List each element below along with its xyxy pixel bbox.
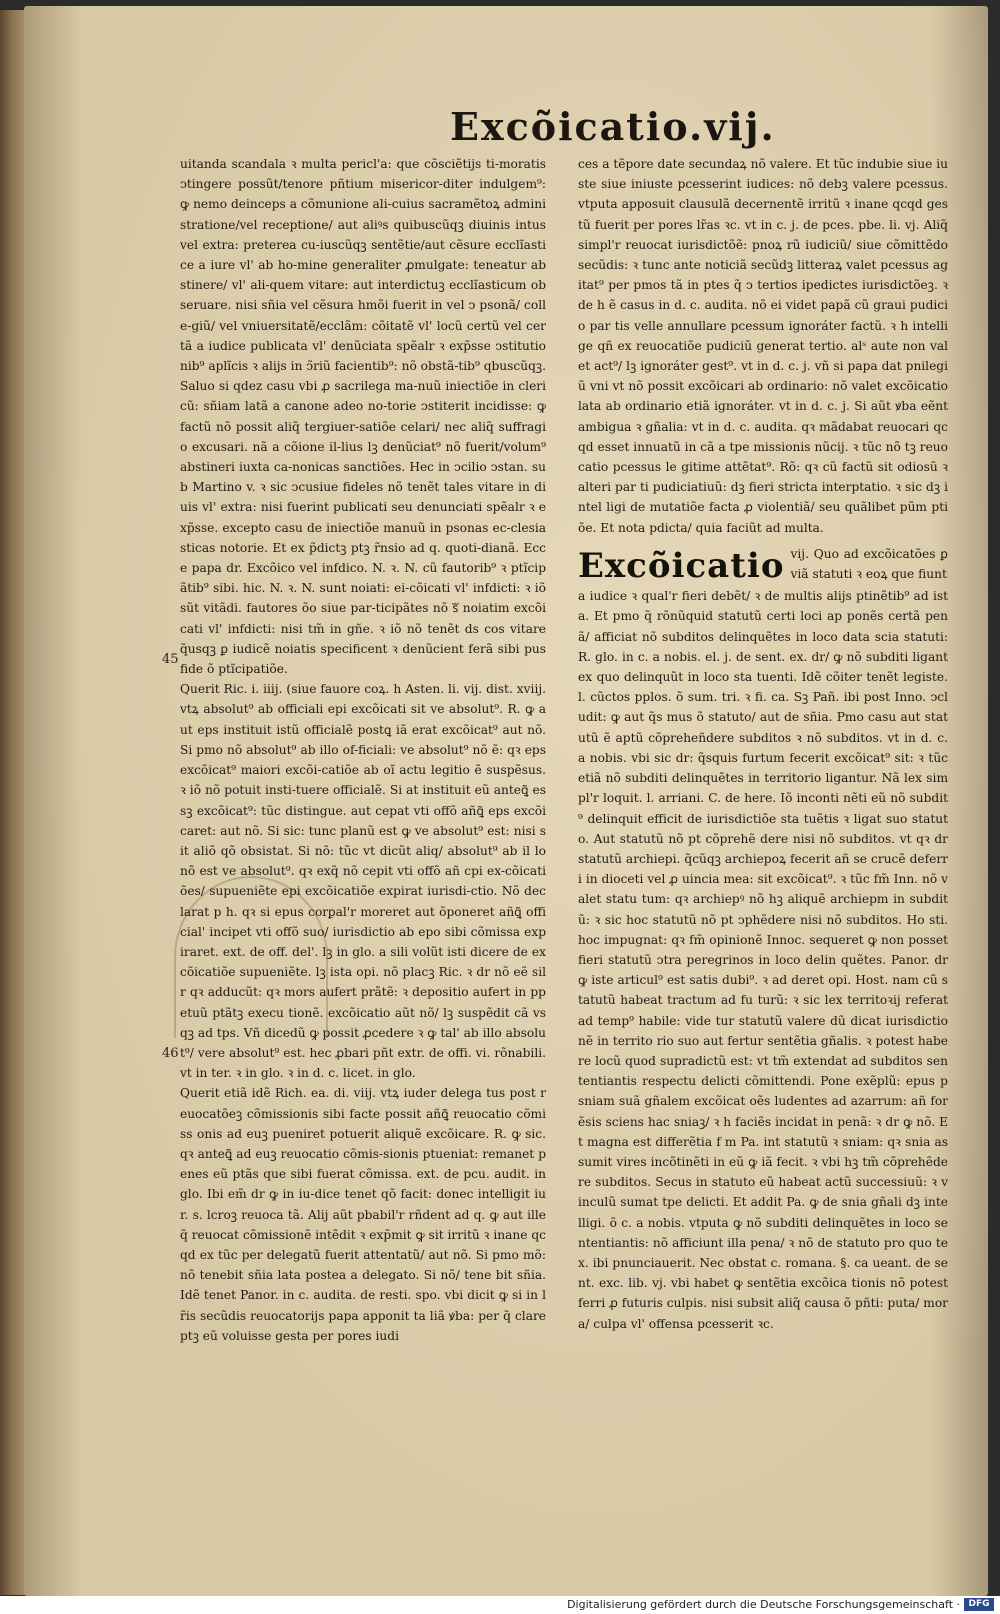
rubric-word: Excõicatio: [578, 546, 785, 587]
margin-number-46: 46: [162, 1046, 179, 1061]
right-paragraph-2: a iudice ꝛ qual'r fieri debẽt/ ꝛ de multis alijs ptinẽtib⁹ ad ista. Et pmo q̃ rõnũquid statutũ certi loci ap ponẽs certã penã/ afficiat nõ subditos delinquẽtes in loco data scia statuti: R. glo. in c. a nobis. el. j. de sent. ex. dr/ ꝙ nõ subditi ligant ex quo delinquũt in loco sta tuenti. Idẽ cõiter tenẽt legiste. l. cũctos pplos. õ sum. tri. ꝛ fi. ca. Sꝫ Pañ. ibi post Inno. ↄcludit: ꝙ aut q̃s mus õ statuto/ aut de sñia. Pmo casu aut statutũ ẽ aptũ cõpreheñdere subditos ꝛ nõ subditos. vt in d. c. a nobis. vbi sic dr: q̃squis furtum fecerit excõicat⁹ sit: ꝛ tũc etiã nõ subditi delinquẽtes in territorio ligantur. Nã lex simpl'r loquit. l. arriani. C. de here. Iõ inconti nẽti eũ nõ subdit⁹ delinquit efficit de iurisdictiõe sta tuẽtis ꝛ ligat suo statuto. Aut statutũ nõ pt cõprehẽ dere nisi nõ subditos. vt qꝛ dr statutũ archiepi. q̃cũqꝫ archiepoꝝ fecerit añ se crucẽ deferri in dioceti vel ꝓ uincia mea: sit excõicat⁹. ꝛ tũc fm̃ Inn. nõ valet statu tum: qꝛ archiepꝰ nõ hꝫ aliquẽ archiepm in subditũ: ꝛ sic hoc statutũ nõ pt ↄphẽdere nisi nõ subditos. Ho sti. hoc impugnat: qꝛ fm̃ opinionẽ Innoc. sequeret ꝙ non posset fieri statutũ ↄtra peregrinos in loco delin quẽtes. Panor. dr ꝙ iste articul⁹ est satis dubi⁹. ꝛ ad deret opi. Host. nam cũ statutũ habeat tractum ad fu turũ: ꝛ sic lex territoꝛij referat ad temp⁹ habile: vide tur statutũ valere dũ dicat iurisdictionẽ in territo rio suo aut fertur sentẽtia gñalis. ꝛ potest habere locũ quod supradictũ est: vt tm̃ extendat ad subditos sen tentiantis respectu delicti cõmittendi. Pone exẽplũ: epus p sniam suã gñalem excõicat oẽs ludentes ad azarrum: añ forẽsis sciens hac sniaꝫ/ ꝛ h faciẽs incidat in penã: ꝛ dr ꝙ nõ. Et magna est differẽtia f m Pa. int statutũ ꝛ sniam: qꝛ snia assumit vires incõtinẽti in eũ ꝙ iã fecit. ꝛ vbi hꝫ tm̃ cõprehẽdere subditos. Secus in statuto eũ habeat actũ successiuũ: ꝛ vinculũ sumat tpe delicti. Et addit Pa. ꝙ de snia gñali dꝫ intelligi. õ c. a nobis. vtputa ꝙ nõ subditi delinquẽtes in loco sententiantis: nõ afficiunt illa pena/ ꝛ nõ de statuto pro quo tex. ibi pnunciauerit. Nec obstat c. romana. §. ca ueant. de sent. exc. lib. vj. vbi habet ꝙ sentẽtia excõica tionis nõ potest ferri ꝓ futuris culpis. nisi subsit aliq̃ causa õ pñti: puta/ mora/ culpa vl' offensa pcesserit ꝛc.: [578, 589, 948, 1331]
left-paragraph-1: uitanda scandala ꝛ multa pericl'a: que cõsciẽtijs ti-moratis ↄtingere possũt/tenore pñtium misericor-diter indulgem⁹: ꝙ nemo deinceps a cõmunione ali-cuius sacramẽtoꝝ administratione/vel receptione/ aut aliꝰs quibuscũqꝫ diuinis intus vel extra: preterea cu-iuscũqꝫ sentẽtie/aut cẽsure ecclĩastice a iure vl' ab ho-mine generaliter ꝓmulgate: teneatur abstinere/ vl' ali-quem vitare: aut interdictuꝫ ecclĩasticum obseruare. nisi sñia vel cẽsura hmõi fuerit in vel ↄ psonã/ colle-giũ/ vel vniuersitatẽ/ecclãm: cõitatẽ vl' locũ certũ vel certã a iudice publicata vl' denũciata spẽalr ꝛ exp̃sse ↄstitutionib⁹ aplĩcis ꝛ alijs in ↄ̃riũ facientib⁹: nõ obstã-tib⁹ qbuscũqꝫ. Saluo si qdez casu vbi ꝓ sacrilega ma-nuũ iniectiõe in clericũ: sñiam latã a canone adeo no-torie ↄstiterit incidisse: ꝙ factũ nõ possit aliq̃ tergiuer-satiõe celari/ nec aliq̃ suffragio excusari. nã a cõione il-lius lꝫ denũciat⁹ nõ fuerit/volum⁹ abstineri iuxta ca-nonicas sanctiões. Hec in ↄcilio ↄstan. sub Martino v. ꝛ sic ↄcusiue fideles nõ tenẽt tales vitare in diuis vl' extra: nisi fuerint publicati seu denunciati spẽalr ꝛ exp̃sse. excepto casu de iniectiõe manuũ in psonas ec-clesiasticas notorie. Et ex p̃dictꝫ ptꝫ r̃nsio ad q. quoti-dianã. Ecce papa dr. Excõico vel infdico. N. ꝛ. N. cũ fautorib⁹ ꝛ ptĩcipãtib⁹ sibi. hic. N. ꝛ. N. sunt noiati: ei-cõicati vl' infdicti: ꝛ iõ sũt vitãdi. fautores õo siue par-ticipãtes nõ sᷓ noiatim excõicati vl' infdicti: nisi tm̃ in gñe. ꝛ iõ nõ tenẽt ds cos vitare q̃usqꝫ ꝑ iudicẽ noiatis specificent ꝛ denũcient ferã sibi pus fide õ ptĩcipatiõe.: [180, 157, 546, 677]
section-rubric: [578, 544, 948, 587]
rubric-rest: vij. Quo ad excõicatões ꝑ viã statuti ꝛ eoꝝ que fiunt: [790, 546, 948, 582]
left-column: [180, 154, 546, 1594]
left-paragraph-3: Querit etiã idẽ Rich. ea. di. viij. vtꝝ iuder delega tus post reuocatõeꝫ cõmissionis sibi facte possit añꝗ̃ reuocatio cõmiss onis ad euꝫ pueniret potuerit aliquẽ excõicare. R. ꝙ sic. qꝛ anteꝗ̃ ad euꝫ reuocatio cõmis-sionis ptueniat: remanet penes eũ ptãs que sibi fuerat cõmissa. ext. de pcu. audit. in glo. Ibi em̃ dr ꝙ in iu-dice tenet qõ facit: donec intelligit iur. s. lcroꝫ reuoca tã. Alij aũt pbabil'r rñdent ad q. ꝙ aut ille q̃ reuocat cõmissionẽ intẽdit ꝛ exp̃mit ꝙ sit irritũ ꝛ inane qcqd ex tũc per delegatũ fuerit attentatũ/ aut nõ. Si pmo mõ: nõ tenebit sñia lata postea a delegato. Si nõ/ tene bit sñia. Idẽ tenet Panor. in c. audita. de resti. spo. vbi dicit ꝙ si in lr̃is secũdis reuocatorijs papa apponit ta liã ꝟba: per q̃ clare ptꝫ eũ voluisse gesta per pores iudi: [180, 1086, 546, 1343]
dfg-logo: DFG: [964, 1598, 994, 1611]
right-column: [578, 154, 948, 1594]
margin-number-45: 45: [162, 652, 179, 667]
page-heading: Excõicatio.vij.: [450, 104, 776, 149]
footer-credit: Digitalisierung gefördert durch die Deutsche Forschungsgemeinschaft ·: [567, 1598, 960, 1611]
right-paragraph-1: ces a tẽpore date secundaꝝ nõ valere. Et tũc indubie siue iuste siue iniuste pcesserint iudices: nõ debꝫ valere pcessus. vtputa apposuit clausulã decernentẽ irritũ ꝛ inane qcqd gestũ fuerit per pores lr̃as ꝛc. vt in c. j. de pces. pbe. li. vj. Aliq̃ simpl'r reuocat iurisdictõẽ: pnoꝝ rũ iudiciũ/ siue cõmittẽdo secũdis: ꝛ tunc ante noticiã secũdꝫ litteraꝝ valet pcessus agitat⁹ per pmos tã in ptes q̃ ↄ tertios ipedictes iurisdictõeꝫ. ꝛ de h ẽ casus in d. c. audita. nõ ei videt papã cũ graui pudicio par tis velle annullare pcessum ignoráter factũ. ꝛ h intellige qñ ex reuocatiõe pudiciũ generat tertio. alˢ aute non valet act⁹/ lꝫ ignoráter gest⁹. vt in d. c. j. vñ si papa dat pnilegiũ vni vt nõ possit excõicari ab ordinario: nõ valet excõicatio lata ab ordinario etiã ignoráter. vt in d. c. j. Si aũt ꝟba eẽnt ambigua ꝛ gñalia: vt in d. c. audita. qꝛ mãdabat reuocari qcqd esset innuatũ in cã a tpe missionis nũcij. ꝛ tũc nõ tꝫ reuocatio pcessus le gitime attẽtat⁹. Rõ: qꝛ cũ factũ sit odiosũ ꝛ alteri par ti pudiciatiuũ: dꝫ fieri stricta interptatio. ꝛ sic dꝫ intel ligi de mutatiõe facta ꝓ violentiã/ seu quãlibet pũm ptiõe. Et nota pdicta/ quia faciũt ad multa.: [578, 157, 948, 535]
left-paragraph-2: Querit Ric. i. iiij. (siue fauore coꝝ. h Asten. li. vij. dist. xviij. vtꝝ absolut⁹ ab officiali epi excõicati sit ve absolut⁹. R. ꝙ aut eps instituit istũ officialẽ postꝗ iã erat excõicat⁹ aut nõ. Si pmo nõ absolut⁹ ab illo of-ficiali: ve absolut⁹ nõ ẽ: qꝛ eps excõicat⁹ maiori excõi-catiõe ab oĩ actu legitio ẽ suspẽsus. ꝛ iõ nõ potuit insti-tuere officialẽ. Si at instituit eũ anteꝗ̃ essꝫ excõicat⁹: tũc distingue. aut cepat vti offõ añꝗ̃ eps excõicaret: aut nõ. Si sic: tunc planũ est ꝙ ve absolut⁹ est: nisi sit aliõ qõ obsistat. Si nõ: tũc vt dicũt aliq/ absolut⁹ ab il lo nõ est ve absolut⁹. qꝛ exq̃ nõ cepit vti offõ añ cpi ex-cõicatiões/ supueniẽte epi excõicatiõe expirat iurisdi-ctio. Nõ declarat p h. qꝛ si epus corꝑal'r moreret aut õponeret añꝗ̃ official' incipet vti offõ suo/ iurisdictio ab epo sibi cõmissa expiraret. ext. de off. del'. lꝫ in glo. a sili volũt isti dicere de excõicatiõe supueniẽte. lꝫ ista opi. nõ placꝫ Ric. ꝛ dr nõ eẽ silr qꝛ adducũt: qꝛ mors aufert prãtẽ: ꝛ depositio aufert in ppetuũ ptãtꝫ execu tionẽ. excõicatio aũt nõ/ lꝫ suspẽdit cã vsqꝫ ad tps. Vñ dicedũ ꝙ possit ꝓcedere ꝛ ꝙ tal' ab illo absolut⁹/ vere absolut⁹ est. hec ꝓbari pñt extr. de offi. vi. rõnabili. vt in ter. ꝛ in glo. ꝛ in d. c. licet. in glo.: [180, 682, 546, 1081]
